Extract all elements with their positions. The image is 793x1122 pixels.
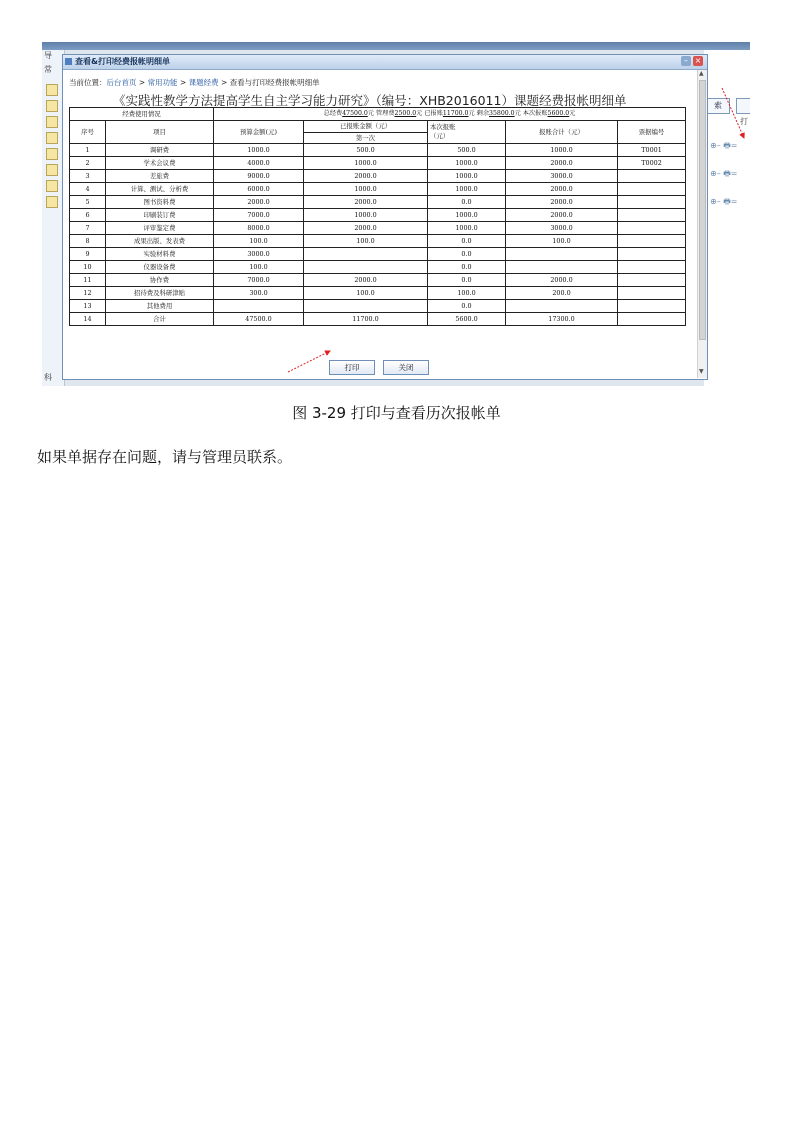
cell-first: 1000.0 (304, 209, 428, 222)
header-group: 经费使用情况 (70, 108, 214, 121)
breadcrumb-sep: > (136, 78, 148, 87)
cell-no: 13 (70, 300, 106, 313)
cell-budget: 1000.0 (214, 144, 304, 157)
cell-first: 11700.0 (304, 313, 428, 326)
cell-no: 12 (70, 287, 106, 300)
cell-current: 0.0 (428, 261, 506, 274)
cell-no: 2 (70, 157, 106, 170)
cell-first: 2000.0 (304, 170, 428, 183)
cell-current: 0.0 (428, 235, 506, 248)
col-header-reimbursed: 已报账金额（元） (304, 121, 428, 133)
scroll-down-icon[interactable]: ▼ (699, 368, 704, 375)
cell-current: 0.0 (428, 274, 506, 287)
annotation-arrow (288, 351, 330, 372)
search-button[interactable]: 索 (706, 98, 730, 114)
cell-total: 3000.0 (506, 170, 618, 183)
col-header-receipt: 票据编号 (618, 121, 686, 144)
cell-first: 2000.0 (304, 196, 428, 209)
cell-no: 7 (70, 222, 106, 235)
cell-total: 200.0 (506, 287, 618, 300)
cell-current: 5600.0 (428, 313, 506, 326)
summary-total-label: 总经费 (323, 110, 343, 117)
cell-no: 6 (70, 209, 106, 222)
breadcrumb-current: 查看与打印经费报帐明细单 (229, 78, 320, 87)
cell-current: 100.0 (428, 287, 506, 300)
minimize-icon[interactable]: – (681, 56, 691, 66)
cell-budget: 300.0 (214, 287, 304, 300)
breadcrumb-prefix: 当前位置： (69, 78, 107, 87)
cell-current: 1000.0 (428, 170, 506, 183)
cell-item: 招待费及科研津贴 (106, 287, 214, 300)
cell-first: 1000.0 (304, 157, 428, 170)
cell-item: 差旅费 (106, 170, 214, 183)
cell-item: 其他费用 (106, 300, 214, 313)
summary-remaining: 35800.0 (489, 110, 515, 117)
breadcrumb-sep: > (177, 78, 189, 87)
cell-item: 计算、测试、分析费 (106, 183, 214, 196)
row-action-icons[interactable]: ⊕– 🖶= (710, 169, 738, 178)
cell-item: 实验材料费 (106, 248, 214, 261)
cell-item: 仪器设备费 (106, 261, 214, 274)
summary-total: 47500.0 (342, 110, 368, 117)
cell-total: 2000.0 (506, 196, 618, 209)
cell-no: 9 (70, 248, 106, 261)
cell-no: 4 (70, 183, 106, 196)
cell-budget: 9000.0 (214, 170, 304, 183)
cell-total: 1000.0 (506, 144, 618, 157)
cell-item: 印刷装订费 (106, 209, 214, 222)
dialog-title: 查看&打印经费报帐明细单 (75, 57, 170, 66)
breadcrumb-common-link[interactable]: 常用功能 (147, 78, 178, 87)
cell-no: 8 (70, 235, 106, 248)
cell-first: 1000.0 (304, 183, 428, 196)
print-button[interactable]: 打印 (329, 360, 375, 375)
cell-item: 评审鉴定费 (106, 222, 214, 235)
close-icon[interactable]: × (694, 56, 702, 65)
cell-current: 500.0 (428, 144, 506, 157)
annotation-arrow (722, 88, 744, 138)
summary-current: 5600.0 (547, 110, 570, 117)
cell-item: 学术会议费 (106, 157, 214, 170)
cell-budget: 6000.0 (214, 183, 304, 196)
left-nav-label-guide: 导 (44, 51, 52, 60)
summary-remaining-label: 元 剩余 (468, 110, 490, 117)
figure-caption: 图 3-29 打印与查看历次报帐单 (292, 404, 501, 422)
cell-item: 调研费 (106, 144, 214, 157)
row-action-icons[interactable]: ⊕– 🖶= (710, 197, 738, 206)
cell-budget: 3000.0 (214, 248, 304, 261)
col-header-budget: 预算金额(元) (214, 121, 304, 144)
summary-mgmt-label: 元 管理费 (367, 110, 395, 117)
cell-total: 17300.0 (506, 313, 618, 326)
col-header-item: 项目 (106, 121, 214, 144)
cell-current: 1000.0 (428, 183, 506, 196)
breadcrumb-funds-link[interactable]: 课题经费 (188, 78, 219, 87)
breadcrumb-home-link[interactable]: 后台首页 (106, 78, 137, 87)
cell-no: 5 (70, 196, 106, 209)
cell-budget: 7000.0 (214, 274, 304, 287)
cell-budget: 4000.0 (214, 157, 304, 170)
cell-item: 协作费 (106, 274, 214, 287)
close-button[interactable]: 关闭 (383, 360, 429, 375)
cell-total: 3000.0 (506, 222, 618, 235)
cell-budget: 7000.0 (214, 209, 304, 222)
row-action-icons[interactable]: ⊕– 🖶= (710, 141, 738, 150)
cell-first: 100.0 (304, 235, 428, 248)
col-header-current: 本次报账 （元） (428, 121, 506, 144)
summary-reimbursed-label: 元 已报账 (416, 110, 443, 117)
cell-budget: 47500.0 (214, 313, 304, 326)
screenshot-frame (42, 42, 750, 386)
body-paragraph: 如果单据存在问题，请与管理员联系。 (37, 448, 293, 466)
cell-current: 1000.0 (428, 222, 506, 235)
cell-total: 2000.0 (506, 274, 618, 287)
cell-current: 0.0 (428, 196, 506, 209)
cell-first: 2000.0 (304, 274, 428, 287)
scroll-up-icon[interactable]: ▲ (699, 70, 704, 77)
cell-current: 1000.0 (428, 209, 506, 222)
cell-total: 2000.0 (506, 157, 618, 170)
summary-mgmt: 2500.0 (394, 110, 417, 117)
cell-no: 3 (70, 170, 106, 183)
cell-current: 0.0 (428, 248, 506, 261)
cell-total: 100.0 (506, 235, 618, 248)
cell-item: 图书资料费 (106, 196, 214, 209)
cell-budget: 2000.0 (214, 196, 304, 209)
print-column-label: 打 (740, 117, 748, 126)
cell-item: 合计 (106, 313, 214, 326)
cell-receipt: T0001 (618, 144, 686, 157)
left-nav-label-research: 科 (44, 373, 52, 382)
summary-reimbursed: 11700.0 (442, 110, 469, 117)
cell-item: 成果出版、发表费 (106, 235, 214, 248)
col-header-first: 第一次 (304, 132, 428, 144)
cell-first: 100.0 (304, 287, 428, 300)
cell-no: 1 (70, 144, 106, 157)
cell-first: 500.0 (304, 144, 428, 157)
left-nav-label-common: 常 (44, 65, 52, 74)
cell-current: 1000.0 (428, 157, 506, 170)
cell-no: 10 (70, 261, 106, 274)
breadcrumb-sep: > (218, 78, 230, 87)
cell-budget: 100.0 (214, 261, 304, 274)
cell-no: 14 (70, 313, 106, 326)
cell-current: 0.0 (428, 300, 506, 313)
cell-no: 11 (70, 274, 106, 287)
report-heading: 《实践性教学方法提高学生自主学习能力研究》（编号：XHB2016011）课题经费报帐明细单 (113, 93, 627, 108)
cell-total: 2000.0 (506, 183, 618, 196)
cell-first: 2000.0 (304, 222, 428, 235)
cell-budget: 100.0 (214, 235, 304, 248)
col-header-no: 序号 (70, 121, 106, 144)
cell-budget: 8000.0 (214, 222, 304, 235)
summary-unit: 元 (569, 110, 576, 117)
summary-current-label: 元 本次报账 (514, 110, 548, 117)
col-header-total: 报账合计（元） (506, 121, 618, 144)
cell-total: 2000.0 (506, 209, 618, 222)
cell-receipt: T0002 (618, 157, 686, 170)
annotation-arrows (42, 42, 750, 386)
